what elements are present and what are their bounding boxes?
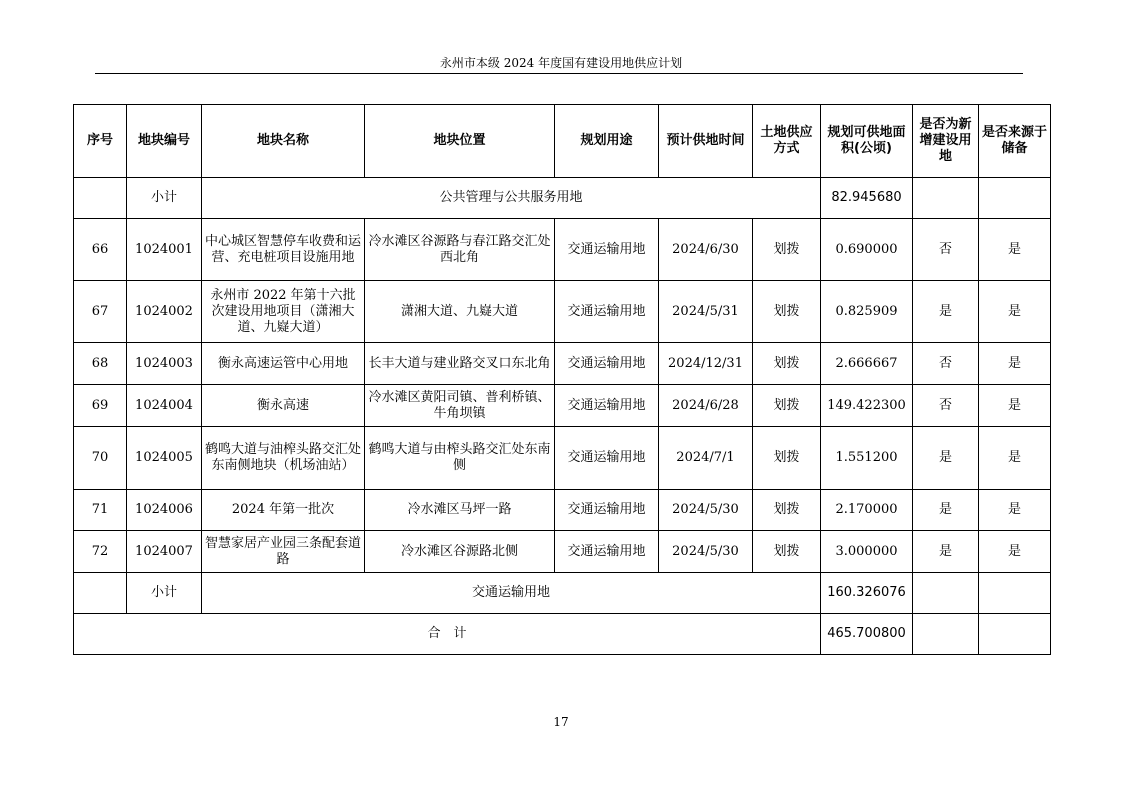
- grand-total-row: [74, 614, 1051, 655]
- cell-area: 2.666667: [821, 343, 913, 385]
- cell-location: 潇湘大道、九嶷大道: [365, 281, 555, 343]
- cell-reserve: 是: [979, 531, 1051, 573]
- grand-total-label: 合 计: [74, 614, 821, 655]
- subtotal-area: 82.945680: [821, 178, 913, 219]
- cell-use: 交通运输用地: [555, 343, 659, 385]
- subtotal-area: 160.326076: [821, 573, 913, 614]
- empty-cell: [979, 573, 1051, 614]
- cell-location: 冷水滩区马坪一路: [365, 490, 555, 531]
- cell-use: 交通运输用地: [555, 385, 659, 427]
- cell-no: 71: [74, 490, 127, 531]
- cell-use: 交通运输用地: [555, 490, 659, 531]
- table-row: [74, 490, 1051, 531]
- cell-reserve: 是: [979, 343, 1051, 385]
- cell-no: 68: [74, 343, 127, 385]
- cell-method: 划拨: [753, 281, 821, 343]
- cell-use: 交通运输用地: [555, 531, 659, 573]
- cell-area: 2.170000: [821, 490, 913, 531]
- cell-area: 149.422300: [821, 385, 913, 427]
- cell-area: 0.825909: [821, 281, 913, 343]
- cell-new-land: 是: [913, 281, 979, 343]
- cell-reserve: 是: [979, 281, 1051, 343]
- cell-date: 2024/7/1: [659, 427, 753, 490]
- cell-date: 2024/6/28: [659, 385, 753, 427]
- cell-no: 72: [74, 531, 127, 573]
- cell-date: 2024/6/30: [659, 219, 753, 281]
- column-header-area: 规划可供地面积(公顷): [821, 105, 913, 178]
- document-header-title: 永州市本级 2024 年度国有建设用地供应计划: [439, 56, 683, 70]
- empty-cell: [979, 614, 1051, 655]
- column-header-new-land: 是否为新增建设用地: [913, 105, 979, 178]
- cell-name: 衡永高速运管中心用地: [202, 343, 365, 385]
- cell-method: 划拨: [753, 219, 821, 281]
- cell-date: 2024/5/30: [659, 490, 753, 531]
- column-header-location: 地块位置: [365, 105, 555, 178]
- cell-reserve: 是: [979, 219, 1051, 281]
- cell-location: 鹤鸣大道与由榨头路交汇处东南侧: [365, 427, 555, 490]
- subtotal-category: 公共管理与公共服务用地: [202, 178, 821, 219]
- cell-reserve: 是: [979, 385, 1051, 427]
- table-row: [74, 281, 1051, 343]
- column-header-method: 土地供应方式: [753, 105, 821, 178]
- cell-code: 1024003: [127, 343, 202, 385]
- cell-reserve: 是: [979, 490, 1051, 531]
- cell-no: 70: [74, 427, 127, 490]
- page-number: 17: [553, 715, 569, 729]
- cell-method: 划拨: [753, 427, 821, 490]
- cell-reserve: 是: [979, 427, 1051, 490]
- cell-area: 3.000000: [821, 531, 913, 573]
- cell-code: 1024007: [127, 531, 202, 573]
- empty-cell: [74, 573, 127, 614]
- subtotal-label: 小计: [127, 573, 202, 614]
- cell-date: 2024/5/30: [659, 531, 753, 573]
- cell-new-land: 是: [913, 531, 979, 573]
- empty-cell: [913, 614, 979, 655]
- header-rule: [95, 73, 1023, 74]
- cell-code: 1024001: [127, 219, 202, 281]
- table-row: [74, 385, 1051, 427]
- table-row: [74, 427, 1051, 490]
- column-header-name: 地块名称: [202, 105, 365, 178]
- cell-use: 交通运输用地: [555, 427, 659, 490]
- cell-area: 1.551200: [821, 427, 913, 490]
- empty-cell: [913, 178, 979, 219]
- cell-no: 67: [74, 281, 127, 343]
- column-header-reserve: 是否来源于储备: [979, 105, 1051, 178]
- cell-new-land: 否: [913, 385, 979, 427]
- cell-name: 2024 年第一批次: [202, 490, 365, 531]
- empty-cell: [913, 573, 979, 614]
- cell-date: 2024/12/31: [659, 343, 753, 385]
- cell-method: 划拨: [753, 531, 821, 573]
- cell-code: 1024006: [127, 490, 202, 531]
- cell-location: 冷水滩区黄阳司镇、普利桥镇、牛角坝镇: [365, 385, 555, 427]
- cell-name: 衡永高速: [202, 385, 365, 427]
- cell-use: 交通运输用地: [555, 281, 659, 343]
- cell-no: 66: [74, 219, 127, 281]
- subtotal-category: 交通运输用地: [202, 573, 821, 614]
- cell-new-land: 否: [913, 219, 979, 281]
- cell-new-land: 是: [913, 427, 979, 490]
- subtotal-label: 小计: [127, 178, 202, 219]
- cell-name: 中心城区智慧停车收费和运营、充电桩项目设施用地: [202, 219, 365, 281]
- column-header-code: 地块编号: [127, 105, 202, 178]
- cell-method: 划拨: [753, 385, 821, 427]
- column-header-date: 预计供地时间: [659, 105, 753, 178]
- table-row: [74, 219, 1051, 281]
- cell-new-land: 否: [913, 343, 979, 385]
- cell-name: 永州市 2022 年第十六批次建设用地项目（潇湘大道、九嶷大道）: [202, 281, 365, 343]
- cell-method: 划拨: [753, 343, 821, 385]
- cell-method: 划拨: [753, 490, 821, 531]
- cell-name: 鹤鸣大道与油榨头路交汇处东南侧地块（机场油站）: [202, 427, 365, 490]
- cell-code: 1024005: [127, 427, 202, 490]
- column-header-use: 规划用途: [555, 105, 659, 178]
- column-header-no: 序号: [74, 105, 127, 178]
- table-row: [74, 531, 1051, 573]
- subtotal-row-transport: [74, 573, 1051, 614]
- land-supply-table: [73, 104, 1051, 655]
- empty-cell: [74, 178, 127, 219]
- cell-code: 1024002: [127, 281, 202, 343]
- cell-location: 冷水滩区谷源路北侧: [365, 531, 555, 573]
- empty-cell: [979, 178, 1051, 219]
- grand-total-area: 465.700800: [821, 614, 913, 655]
- cell-use: 交通运输用地: [555, 219, 659, 281]
- cell-code: 1024004: [127, 385, 202, 427]
- cell-date: 2024/5/31: [659, 281, 753, 343]
- table-header-row: [74, 105, 1051, 178]
- cell-new-land: 是: [913, 490, 979, 531]
- table-row: [74, 343, 1051, 385]
- cell-area: 0.690000: [821, 219, 913, 281]
- cell-location: 长丰大道与建业路交叉口东北角: [365, 343, 555, 385]
- cell-location: 冷水滩区谷源路与春江路交汇处西北角: [365, 219, 555, 281]
- cell-name: 智慧家居产业园三条配套道路: [202, 531, 365, 573]
- subtotal-row-public: [74, 178, 1051, 219]
- cell-no: 69: [74, 385, 127, 427]
